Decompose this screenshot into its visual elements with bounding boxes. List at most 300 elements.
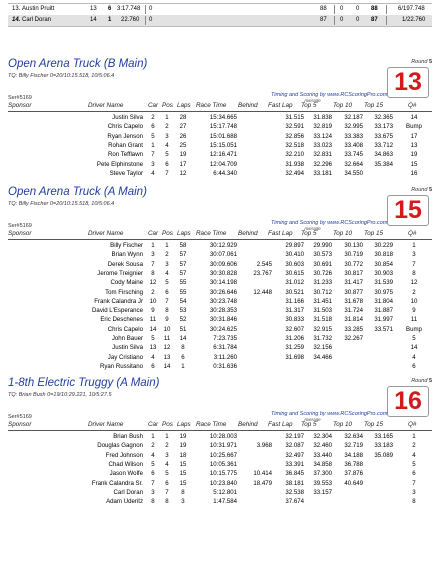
header-fast-lap: Fast Lap: [268, 230, 293, 237]
driver-name: Justin Silva: [112, 344, 143, 352]
header-q: Q#: [408, 102, 417, 109]
driver-name: Ron Tefflawn: [107, 151, 143, 159]
race-title: Open Arena Truck (A Main): [8, 186, 147, 198]
laps: 51: [179, 325, 187, 333]
laps: 27: [179, 123, 187, 131]
top5-average: 31.732: [313, 335, 332, 342]
laps: 3: [181, 498, 185, 506]
qualifying-number: 14: [410, 114, 418, 121]
top5-average: 33.124: [313, 132, 332, 140]
qualifying-number: 7: [412, 479, 416, 487]
top15-average: 30.818: [374, 251, 393, 259]
top5-average: 32.304: [313, 433, 332, 440]
result-row: [0, 325, 448, 334]
laps: 8: [181, 344, 185, 352]
top5-average: 31.233: [313, 279, 332, 287]
laps: 19: [179, 151, 187, 159]
header-pos: Pos: [162, 230, 173, 237]
header-sponsor: Sponsor: [8, 230, 32, 237]
behind: 3.968: [256, 442, 272, 450]
header-divider: [8, 430, 432, 431]
result-row: [0, 269, 448, 278]
round-number: 5: [428, 187, 432, 193]
driver-name: Jay Cristiano: [107, 353, 143, 361]
fast-lap: 29.897: [285, 242, 304, 249]
result-row: [0, 306, 448, 315]
result-row: [0, 297, 448, 306]
fast-lap: 36.845: [285, 470, 304, 478]
race-time: 12:04.709: [209, 160, 237, 168]
finish-position: 4: [165, 141, 169, 149]
carryover-laps: 6: [108, 6, 112, 12]
car-number: 9: [151, 307, 155, 315]
finish-position: 1: [165, 242, 169, 249]
top10-average: 36.788: [344, 460, 363, 468]
top5-average: 31.838: [313, 114, 332, 121]
top15-average: 30.903: [374, 269, 393, 277]
round-label: [411, 59, 432, 65]
header-laps: Laps: [177, 102, 191, 109]
finish-position: 6: [165, 160, 169, 168]
carryover-car: 13: [90, 6, 97, 12]
qualifying-number: 19: [410, 151, 418, 159]
fast-lap: 32.197: [285, 433, 304, 440]
race-time: 5:12.801: [213, 488, 237, 496]
top10-average: 32.187: [344, 114, 363, 121]
fast-lap: 31.515: [285, 114, 304, 121]
car-number: 7: [151, 260, 155, 268]
car-number: 11: [149, 316, 157, 324]
car-number: 3: [151, 488, 155, 496]
serial-number: Ser#5169: [8, 223, 32, 229]
top10-average: 32.719: [344, 442, 363, 450]
qualifying-number: 6: [412, 470, 416, 478]
column-headers: [0, 100, 448, 111]
result-row: [0, 241, 448, 250]
top5-average: 32.296: [313, 160, 332, 168]
laps: 55: [179, 279, 187, 287]
finish-position: 7: [165, 169, 169, 177]
header-top5: Top 5: [301, 421, 317, 428]
top10-average: 30.130: [344, 242, 363, 249]
finish-position: 12: [163, 344, 171, 352]
fast-lap: 30.521: [285, 288, 304, 296]
driver-name: Tom Firsching: [105, 288, 143, 296]
finish-position: 2: [165, 123, 169, 131]
carryover-n5: 0: [340, 6, 344, 12]
driver-name: Chad Wilson: [108, 460, 143, 468]
qualifying-number: 8: [412, 498, 416, 506]
car-number: 1: [151, 141, 155, 149]
top10-average: 30.772: [344, 260, 363, 268]
top15-average: 31.539: [374, 279, 393, 287]
top5-average: 37.300: [313, 470, 332, 478]
race-title: 1-8th Electric Truggy (A Main): [8, 377, 160, 389]
top10-average: 30.719: [344, 251, 363, 259]
driver-name: Frank Calandra Jr: [94, 297, 143, 305]
driver-name: Ryan Russitano: [99, 362, 143, 370]
race-time: 10:05.361: [209, 460, 237, 468]
carryover-time: 22.760: [121, 17, 140, 23]
tq-line: TQ: Billy Fischer 0=20/10:15.518, 10/5:06.4: [8, 73, 115, 79]
race-time: 30:12.929: [209, 242, 237, 249]
fast-lap: 32.518: [285, 141, 304, 149]
column-headers: [0, 228, 448, 239]
top5-average: 33.181: [313, 169, 332, 177]
fast-lap: 31.317: [285, 307, 304, 315]
top5-average: 32.460: [313, 442, 332, 450]
finish-position: 2: [165, 442, 169, 450]
round-number: 5: [428, 378, 432, 384]
carryover-pos: 14.: [12, 17, 21, 23]
result-row: [0, 460, 448, 469]
round-text: Round: [411, 59, 428, 65]
header-top10: Top 10: [333, 102, 353, 109]
header-laps: Laps: [177, 421, 191, 428]
fast-lap: 32.497: [285, 451, 304, 459]
race-time: 10:23.840: [209, 479, 237, 487]
fast-lap: 32.210: [285, 151, 304, 159]
result-row: [0, 260, 448, 269]
top5-average: 33.157: [313, 488, 332, 496]
timing-credit-link[interactable]: Timing and Scoring by www.RCScoringPro.com: [271, 220, 388, 226]
carryover-n6: 0: [356, 6, 360, 12]
top5-average: 33.440: [313, 451, 332, 459]
finish-position: 4: [165, 269, 169, 277]
race-time: 10:15.775: [209, 470, 237, 478]
finish-position: 5: [165, 279, 169, 287]
laps: 15: [179, 470, 187, 478]
fast-lap: 31.259: [285, 344, 304, 352]
top10-average: 33.383: [344, 132, 363, 140]
driver-name: Steve Taylor: [109, 169, 143, 177]
top10-average: 31.724: [344, 307, 363, 315]
finish-position: 10: [163, 325, 171, 333]
top10-average: 34.188: [344, 451, 363, 459]
driver-name: Jerome Treignier: [97, 269, 143, 277]
laps: 14: [179, 335, 187, 342]
top10-average: 34.550: [344, 169, 363, 177]
qualifying-number: 15: [410, 160, 418, 168]
result-row: [0, 469, 448, 478]
race-time: 30:26.646: [209, 288, 237, 296]
top15-average: 34.863: [374, 151, 393, 159]
header-sponsor: Sponsor: [8, 421, 32, 428]
car-number: 1: [151, 242, 155, 249]
qualifying-number: 10: [410, 297, 418, 305]
driver-name: Chris Capelo: [107, 325, 143, 333]
driver-name: Jason Wolfe: [109, 470, 143, 478]
race-time: 30:24.625: [209, 325, 237, 333]
header-q: Q#: [408, 421, 417, 428]
top15-average: 30.975: [374, 288, 393, 296]
race-time: 10:31.971: [209, 442, 237, 450]
driver-name: David L'Esperance: [92, 307, 143, 315]
header-race-time: Race Time: [196, 230, 227, 237]
top5-average: 32.831: [313, 151, 332, 159]
car-number: 7: [151, 479, 155, 487]
timing-credit-link[interactable]: Timing and Scoring by www.RCScoringPro.com: [271, 411, 388, 417]
car-number: 4: [151, 169, 155, 177]
carryover-car: 14: [90, 17, 97, 23]
top15-average: 33.675: [374, 132, 393, 140]
top15-average: 30.854: [374, 260, 393, 268]
qualifying-number: 14: [410, 344, 418, 352]
top15-average: 35.089: [374, 451, 393, 459]
header-behind: Behind: [238, 421, 258, 428]
result-row: [0, 150, 448, 159]
car-number: 2: [151, 442, 155, 450]
top5-average: 30.691: [313, 260, 332, 268]
top10-average: 32.634: [344, 433, 363, 440]
header-top15: Top 15: [364, 421, 384, 428]
race-section: [0, 377, 448, 515]
fast-lap: 31.166: [285, 297, 304, 305]
carryover-n4: 87: [320, 17, 327, 23]
finish-position: 14: [163, 362, 171, 370]
qualifying-number: 4: [412, 451, 416, 459]
result-row: [0, 479, 448, 488]
header-behind: Behind: [238, 230, 258, 237]
race-time: 15:34.665: [209, 114, 237, 121]
behind: 12.448: [253, 288, 272, 296]
fast-lap: 32.856: [285, 132, 304, 140]
top5-average: 34.466: [313, 353, 332, 361]
finish-position: 3: [165, 260, 169, 268]
race-section: [0, 58, 448, 187]
result-row: [0, 288, 448, 297]
fast-lap: 31.938: [285, 160, 304, 168]
race-time: 30:28.353: [209, 307, 237, 315]
race-time: 30:14.198: [209, 279, 237, 287]
top5-average: 32.156: [313, 344, 332, 352]
finish-position: 3: [165, 451, 169, 459]
top5-average: 31.518: [313, 316, 332, 324]
result-row: [0, 141, 448, 150]
top10-average: 33.745: [344, 151, 363, 159]
top5-average: 30.726: [313, 269, 332, 277]
finish-position: 1: [165, 114, 169, 121]
finish-position: 6: [165, 479, 169, 487]
qualifying-number: 3: [412, 251, 416, 259]
race-time: 10:25.667: [209, 451, 237, 459]
timing-credit-link[interactable]: Timing and Scoring by www.RCScoringPro.com: [271, 92, 388, 98]
top10-average: 31.678: [344, 297, 363, 305]
result-row: [0, 497, 448, 506]
carryover-pos: 13.: [12, 6, 21, 12]
driver-name: Fred Johnson: [105, 451, 143, 459]
top10-average: 32.267: [344, 335, 363, 342]
header-driver: Driver Name: [88, 102, 124, 109]
carryover-n7: 87: [371, 17, 378, 23]
qualifying-number: 6: [412, 362, 416, 370]
top15-average: 33.173: [374, 123, 393, 131]
result-row: [0, 451, 448, 460]
laps: 25: [179, 141, 187, 149]
header-pos: Pos: [162, 421, 173, 428]
top15-average: 32.365: [374, 114, 393, 121]
qualifying-number: 2: [412, 288, 416, 296]
round-text: Round: [411, 187, 428, 193]
header-q: Q#: [408, 230, 417, 237]
finish-position: 2: [165, 251, 169, 259]
laps: 52: [179, 316, 187, 324]
race-time: 10:28.003: [209, 433, 237, 440]
result-row: [0, 113, 448, 122]
race-time: 30:23.748: [209, 297, 237, 305]
header-car: Car: [148, 230, 159, 237]
header-fast-lap: Fast Lap: [268, 421, 293, 428]
qualifying-number: Bump: [406, 325, 422, 333]
carryover-name: Carl Doran: [22, 17, 52, 23]
header-top10: Top 10: [333, 230, 353, 237]
race-time: 30:09.606: [209, 260, 237, 268]
header-behind: Behind: [238, 102, 258, 109]
result-row: [0, 160, 448, 169]
top10-average: 30.877: [344, 288, 363, 296]
car-number: 13: [149, 344, 157, 352]
top5-average: 32.915: [313, 325, 332, 333]
top15-average: 35.384: [374, 160, 393, 168]
header-driver: Driver Name: [88, 421, 124, 428]
race-time: 6:31.784: [213, 344, 237, 352]
result-row: [0, 315, 448, 324]
race-time: 3:11.260: [213, 353, 237, 361]
car-number: 6: [151, 470, 155, 478]
header-average: Average: [304, 417, 321, 422]
laps: 1: [181, 362, 185, 370]
finish-position: 11: [163, 335, 171, 342]
driver-name: Chris Capelo: [107, 123, 143, 131]
laps: 18: [179, 451, 187, 459]
top5-average: 31.503: [313, 307, 332, 315]
header-top15: Top 15: [364, 102, 384, 109]
car-number: 3: [151, 160, 155, 168]
finish-position: 5: [165, 470, 169, 478]
driver-name: Brian Bush: [113, 433, 143, 440]
header-car: Car: [148, 102, 159, 109]
fast-lap: 30.603: [285, 260, 304, 268]
fast-lap: 30.410: [285, 251, 304, 259]
laps: 55: [179, 288, 187, 296]
carryover-last: 6/197.748: [398, 6, 425, 12]
carryover-name: Austin Pruitt: [22, 6, 55, 12]
result-row: [0, 278, 448, 287]
header-pos: Pos: [162, 102, 173, 109]
result-row: [0, 250, 448, 259]
driver-name: Rohan Grant: [108, 141, 143, 149]
top5-average: 39.553: [313, 479, 332, 487]
header-race-time: Race Time: [196, 102, 227, 109]
qualifying-number: 2: [412, 442, 416, 450]
laps: 8: [181, 488, 185, 496]
top5-average: 33.023: [313, 141, 332, 149]
driver-name: Eric Deschenes: [100, 316, 143, 324]
finish-position: 13: [163, 353, 171, 361]
laps: 19: [179, 433, 187, 440]
qualifying-number: 1: [412, 242, 416, 249]
top15-average: 31.804: [374, 297, 393, 305]
race-time: 15:01.688: [209, 132, 237, 140]
top15-average: 31.887: [374, 307, 393, 315]
header-car: Car: [148, 421, 159, 428]
top15-average: 33.165: [374, 433, 393, 440]
car-number: 6: [151, 123, 155, 131]
round-label: [411, 187, 432, 193]
race-time: 30:31.846: [209, 316, 237, 324]
car-number: 12: [149, 279, 157, 287]
laps: 58: [179, 242, 187, 249]
qualifying-number: 17: [410, 132, 418, 140]
header-driver: Driver Name: [88, 230, 124, 237]
qualifying-number: 12: [410, 279, 418, 287]
fast-lap: 32.591: [285, 123, 304, 131]
qualifying-number: 3: [412, 488, 416, 496]
header-top10: Top 10: [333, 421, 353, 428]
carryover-row: [8, 15, 432, 27]
race-number-badge: 16: [387, 386, 429, 417]
result-row: [0, 334, 448, 343]
carryover-n3: 0: [149, 6, 153, 12]
top15-average: 33.183: [374, 442, 393, 450]
finish-position: 3: [165, 132, 169, 140]
car-number: 4: [151, 353, 155, 361]
finish-position: 7: [165, 488, 169, 496]
driver-name: Brian Wynn: [111, 251, 143, 259]
top15-average: 33.571: [374, 325, 393, 333]
round-label: [411, 378, 432, 384]
race-title: Open Arena Truck (B Main): [8, 58, 148, 70]
car-number: 5: [151, 460, 155, 468]
qualifying-number: 9: [412, 307, 416, 315]
top5-average: 31.451: [313, 297, 332, 305]
carryover-laps: 1: [108, 17, 112, 23]
carryover-n5: 0: [340, 17, 344, 23]
header-average: Average: [304, 226, 321, 231]
fast-lap: 37.674: [285, 498, 304, 506]
header-divider: [8, 111, 432, 112]
round-text: Round: [411, 378, 428, 384]
behind: 23.767: [253, 269, 272, 277]
header-race-time: Race Time: [196, 421, 227, 428]
car-number: 10: [149, 297, 157, 305]
result-row: [0, 132, 448, 141]
fast-lap: 31.206: [285, 335, 304, 342]
finish-position: 8: [165, 307, 169, 315]
fast-lap: 30.833: [285, 316, 304, 324]
qualifying-number: 7: [412, 260, 416, 268]
car-number: 1: [151, 433, 155, 440]
finish-position: 8: [165, 498, 169, 506]
round-number: 5: [428, 59, 432, 65]
fast-lap: 32.538: [285, 488, 304, 496]
header-top15: Top 15: [364, 230, 384, 237]
top5-average: 34.858: [313, 460, 332, 468]
fast-lap: 32.607: [285, 325, 304, 333]
top10-average: 31.417: [344, 279, 363, 287]
laps: 15: [179, 460, 187, 468]
finish-position: 5: [165, 151, 169, 159]
result-row: [0, 441, 448, 450]
qualifying-number: 4: [412, 353, 416, 361]
header-average: Average: [304, 98, 321, 103]
top5-average: 32.819: [313, 123, 332, 131]
race-time: 1:47.584: [213, 498, 237, 506]
driver-name: Adam Uderitz: [106, 498, 143, 506]
header-top5: Top 5: [301, 102, 317, 109]
laps: 15: [179, 479, 187, 487]
laps: 26: [179, 132, 187, 140]
